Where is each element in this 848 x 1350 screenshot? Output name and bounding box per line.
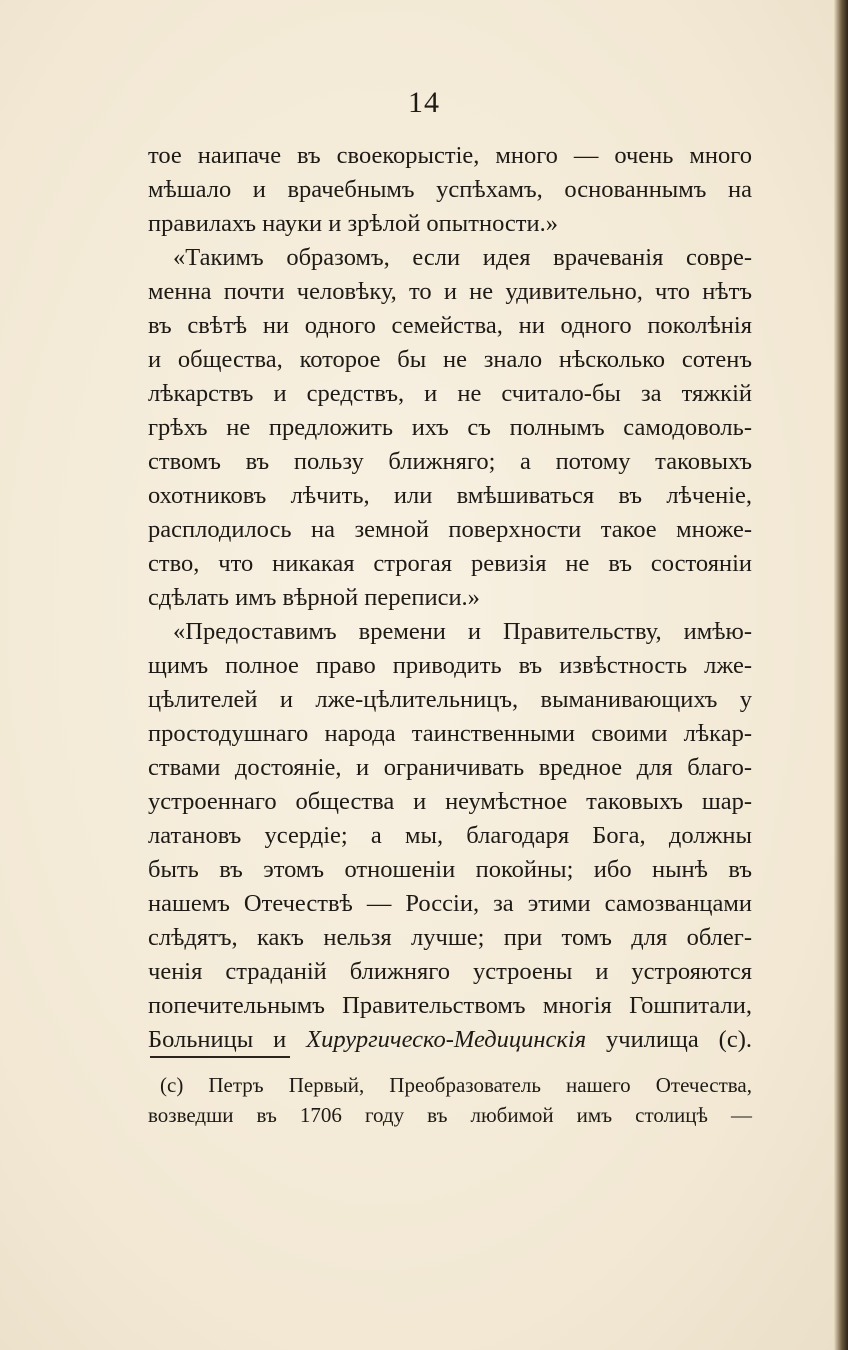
text-line: попечительнымъ Правительствомъ многія Гошпитали,: [148, 992, 752, 1019]
italic-term: Хирургическо-Медицинскія: [306, 1026, 587, 1053]
text-line: охотниковъ лѣчить, или вмѣшиваться въ лѣченіе,: [148, 482, 752, 509]
text-line: латановъ усердіе; а мы, благодаря Бога, должны: [148, 822, 752, 849]
text-line: быть въ этомъ отношеніи покойны; ибо нынѣ въ: [148, 856, 752, 883]
text-line: ство, что никакая строгая ревизія не въ состояніи: [148, 550, 752, 577]
text-line-last: [148, 1023, 752, 1057]
text-line: правилахъ науки и зрѣлой опытности.»: [148, 210, 559, 237]
text-line: ствами достояніе, и ограничивать вредное для благо-: [148, 754, 752, 781]
text-line: менна почти человѣку, то и не удивительно, что нѣтъ: [148, 278, 752, 305]
text-line: ствомъ въ пользу ближняго; а потому таковыхъ: [148, 448, 752, 475]
footnote-line: возведши въ 1706 году въ любимой имъ столицѣ —: [148, 1103, 752, 1127]
footnote-line: (с) Петръ Первый, Преобразователь нашего Отечества,: [160, 1073, 752, 1097]
text-line: щимъ полное право приводить въ извѣстность лже-: [148, 652, 752, 679]
paragraph-start-line: «Такимъ образомъ, если идея врачеванія совре-: [173, 244, 752, 271]
text-line: сдѣлать имъ вѣрной переписи.»: [148, 584, 480, 611]
paragraph-start-line: «Предоставимъ времени и Правительству, имѣю-: [173, 618, 752, 645]
text-segment: Больницы и: [148, 1026, 307, 1053]
text-line: нашемъ Отечествѣ — Россіи, за этими самозванцами: [148, 890, 752, 917]
text-line: расплодилось на земной поверхности такое множе-: [148, 516, 752, 543]
text-line: лѣкарствъ и средствъ, и не считало-бы за тяжкій: [148, 380, 752, 407]
text-line: грѣхъ не предложить ихъ съ полнымъ самодоволь-: [148, 414, 752, 441]
text-line: и общества, которое бы не знало нѣсколько сотенъ: [148, 346, 752, 373]
text-line: мѣшало и врачебнымъ успѣхамъ, основаннымъ на: [148, 176, 752, 203]
footnote-rule: [150, 1056, 290, 1058]
text-line: ченія страданій ближняго устроены и устрояются: [148, 958, 752, 985]
text-line: цѣлителей и лже-цѣлительницъ, выманивающихъ у: [148, 686, 752, 713]
text-line: слѣдятъ, какъ нельзя лучше; при томъ для облег-: [148, 924, 752, 951]
text-line: устроеннаго общества и неумѣстное таковыхъ шар-: [148, 788, 752, 815]
text-segment: училища (с).: [586, 1026, 752, 1053]
text-line: тое наипаче въ своекорыстіе, много — очень много: [148, 142, 752, 169]
page-number: 14: [408, 86, 440, 119]
page-edge-shadow: [834, 0, 848, 1350]
text-line: простодушнаго народа таинственными своими лѣкар-: [148, 720, 752, 747]
text-line: въ свѣтѣ ни одного семейства, ни одного поколѣнія: [148, 312, 752, 339]
